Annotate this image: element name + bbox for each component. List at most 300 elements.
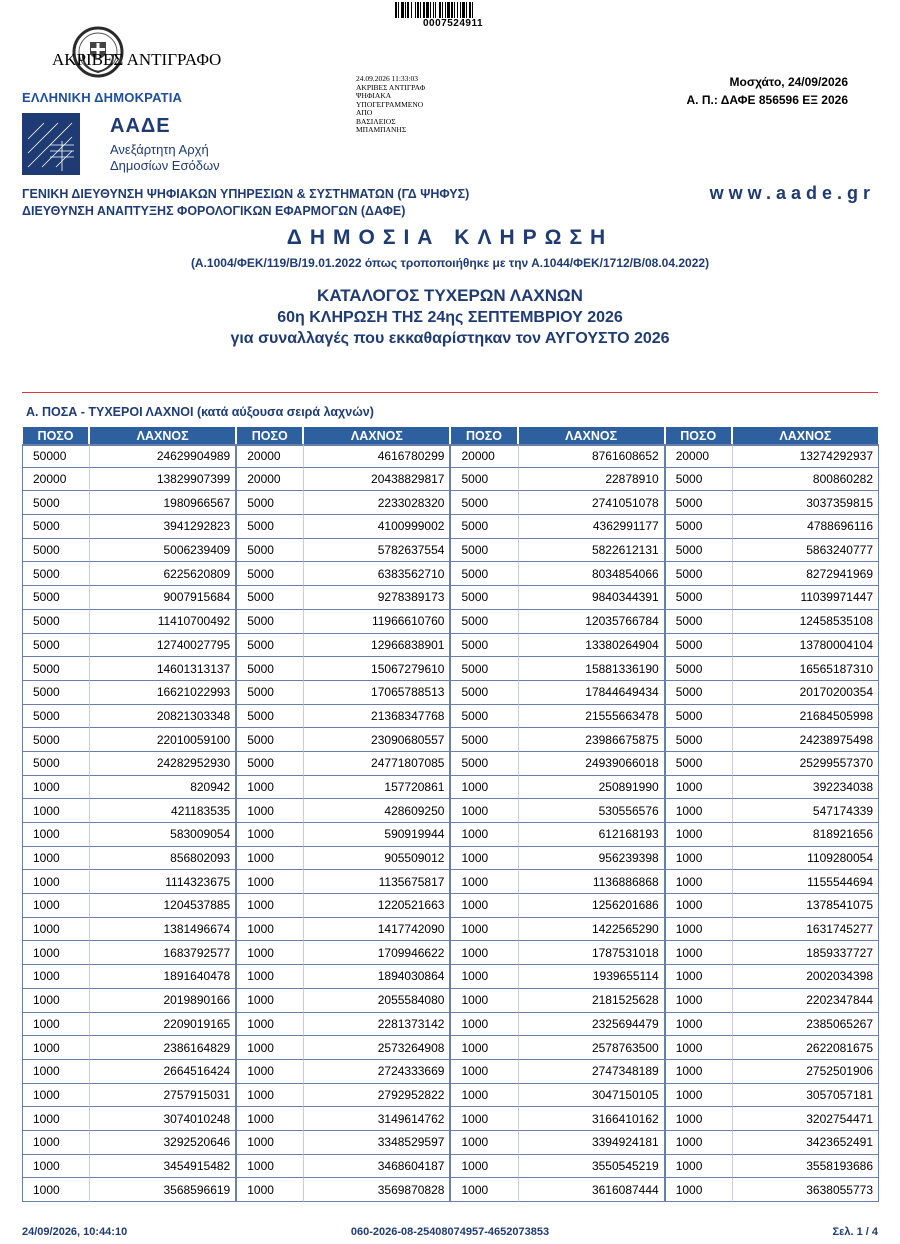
ticket-cell: 856802093 <box>89 847 236 871</box>
table-row <box>22 1107 879 1131</box>
draw-legal-reference: (Α.1004/ΦΕΚ/119/Β/19.01.2022 όπως τροποποιήθηκε με την Α.1044/ΦΕΚ/1712/Β/08.04.2022) <box>190 256 710 270</box>
amount-cell: 5000 <box>450 752 517 776</box>
table-row <box>22 468 879 492</box>
ticket-cell: 8034854066 <box>518 562 665 586</box>
amount-cell: 1000 <box>236 1084 303 1108</box>
ticket-cell: 24238975498 <box>732 728 879 752</box>
table-row <box>22 989 879 1013</box>
ticket-cell: 2747348189 <box>518 1060 665 1084</box>
column-header-amount: ΠΟΣΟ <box>22 427 89 444</box>
ticket-cell: 21555663478 <box>518 705 665 729</box>
ticket-cell: 21684505998 <box>732 705 879 729</box>
amount-cell: 5000 <box>22 610 89 634</box>
amount-cell: 1000 <box>450 941 517 965</box>
table-row <box>22 657 879 681</box>
ticket-cell: 9840344391 <box>518 586 665 610</box>
ticket-cell: 14601313137 <box>89 657 236 681</box>
ticket-cell: 8272941969 <box>732 562 879 586</box>
ticket-cell: 2325694479 <box>518 1013 665 1037</box>
amount-cell: 5000 <box>450 728 517 752</box>
ticket-cell: 1631745277 <box>732 918 879 942</box>
table-row <box>22 1131 879 1155</box>
amount-cell: 1000 <box>236 847 303 871</box>
amount-cell: 1000 <box>665 894 732 918</box>
amount-cell: 1000 <box>236 1155 303 1179</box>
amount-cell: 5000 <box>450 539 517 563</box>
amount-cell: 5000 <box>665 634 732 658</box>
ticket-cell: 12966838901 <box>303 634 450 658</box>
table-row <box>22 823 879 847</box>
amount-cell: 1000 <box>450 1036 517 1060</box>
amount-cell: 5000 <box>236 586 303 610</box>
barcode <box>395 2 511 18</box>
ticket-cell: 12740027795 <box>89 634 236 658</box>
signature-line: ΥΠΟΓΕΓΡΑΜΜΕΝΟ <box>356 99 424 109</box>
ticket-cell: 2209019165 <box>89 1013 236 1037</box>
amount-cell: 1000 <box>236 823 303 847</box>
certified-copy-stamp: ΑΚΡΙΒΕΣ ΑΝΤΙΓΡΑΦΟ <box>52 50 222 69</box>
amount-cell: 1000 <box>236 1036 303 1060</box>
ticket-cell: 421183535 <box>89 799 236 823</box>
ticket-cell: 2664516424 <box>89 1060 236 1084</box>
ticket-cell: 3454915482 <box>89 1155 236 1179</box>
ticket-cell: 3037359815 <box>732 491 879 515</box>
ticket-cell: 3558193686 <box>732 1155 879 1179</box>
column-header-ticket: ΛΑΧΝΟΣ <box>303 427 450 444</box>
amount-cell: 5000 <box>236 491 303 515</box>
amount-cell: 1000 <box>450 1107 517 1131</box>
amount-cell: 1000 <box>236 1013 303 1037</box>
ticket-cell: 2233028320 <box>303 491 450 515</box>
ticket-cell: 3394924181 <box>518 1131 665 1155</box>
amount-cell: 1000 <box>665 870 732 894</box>
table-row <box>22 705 879 729</box>
ticket-cell: 1709946622 <box>303 941 450 965</box>
transaction-period: για συναλλαγές που εκκαθαρίστηκαν τον ΑΥΓΟΥΣΤΟ 2026 <box>230 330 670 347</box>
amount-cell: 5000 <box>22 728 89 752</box>
footer-page-number: Σελ. 1 / 4 <box>832 1226 878 1238</box>
ticket-cell: 6225620809 <box>89 562 236 586</box>
amount-cell: 1000 <box>665 847 732 871</box>
amount-cell: 5000 <box>236 610 303 634</box>
ticket-cell: 1422565290 <box>518 918 665 942</box>
ticket-cell: 3202754471 <box>732 1107 879 1131</box>
ticket-cell: 12035766784 <box>518 610 665 634</box>
table-row <box>22 1178 879 1202</box>
ticket-cell: 24939066018 <box>518 752 665 776</box>
amount-cell: 1000 <box>450 823 517 847</box>
amount-cell: 5000 <box>22 539 89 563</box>
ticket-cell: 23986675875 <box>518 728 665 752</box>
ticket-cell: 11039971447 <box>732 586 879 610</box>
amount-cell: 1000 <box>450 894 517 918</box>
ticket-cell: 2385065267 <box>732 1013 879 1037</box>
amount-cell: 5000 <box>665 586 732 610</box>
ticket-cell: 956239398 <box>518 847 665 871</box>
amount-cell: 1000 <box>450 1060 517 1084</box>
ticket-cell: 1787531018 <box>518 941 665 965</box>
amount-cell: 1000 <box>236 989 303 1013</box>
ticket-cell: 22878910 <box>518 468 665 492</box>
amount-cell: 1000 <box>665 1178 732 1202</box>
amount-cell: 1000 <box>450 1178 517 1202</box>
amount-cell: 5000 <box>22 586 89 610</box>
amount-cell: 1000 <box>450 965 517 989</box>
ticket-cell: 2573264908 <box>303 1036 450 1060</box>
ticket-cell: 1417742090 <box>303 918 450 942</box>
amount-cell: 5000 <box>665 562 732 586</box>
ticket-cell: 13380264904 <box>518 634 665 658</box>
amount-cell: 1000 <box>450 1084 517 1108</box>
ticket-cell: 22010059100 <box>89 728 236 752</box>
ticket-cell: 3074010248 <box>89 1107 236 1131</box>
ticket-cell: 1256201686 <box>518 894 665 918</box>
amount-cell: 1000 <box>22 1060 89 1084</box>
amount-cell: 1000 <box>665 1155 732 1179</box>
ticket-cell: 590919944 <box>303 823 450 847</box>
amount-cell: 1000 <box>236 1131 303 1155</box>
directorate: ΔΙΕΥΘΥΝΣΗ ΑΝΑΠΤΥΞΗΣ ΦΟΡΟΛΟΓΙΚΩΝ ΕΦΑΡΜΟΓΩΝ (ΔΑΦΕ) <box>22 204 406 218</box>
amount-cell: 1000 <box>665 776 732 800</box>
ticket-cell: 3166410162 <box>518 1107 665 1131</box>
table-row <box>22 776 879 800</box>
ticket-cell: 818921656 <box>732 823 879 847</box>
table-row <box>22 610 879 634</box>
table-row <box>22 941 879 965</box>
ticket-cell: 250891990 <box>518 776 665 800</box>
signature-line: ΑΚΡΙΒΕΣ ΑΝΤΙΓΡΑΦ <box>356 82 426 92</box>
table-row <box>22 444 879 468</box>
ticket-cell: 17065788513 <box>303 681 450 705</box>
ticket-cell: 1683792577 <box>89 941 236 965</box>
table-row <box>22 918 879 942</box>
amount-cell: 1000 <box>665 1036 732 1060</box>
digital-signature-block <box>356 75 425 135</box>
ticket-cell: 20821303348 <box>89 705 236 729</box>
ticket-cell: 392234038 <box>732 776 879 800</box>
ticket-cell: 1980966567 <box>89 491 236 515</box>
draw-title: ΔΗΜΟΣΙΑ ΚΛΗΡΩΣΗ <box>286 226 614 249</box>
ticket-cell: 24771807085 <box>303 752 450 776</box>
amount-cell: 1000 <box>450 1013 517 1037</box>
ticket-cell: 1135675817 <box>303 870 450 894</box>
ticket-cell: 2752501906 <box>732 1060 879 1084</box>
ticket-cell: 3348529597 <box>303 1131 450 1155</box>
ticket-cell: 20438829817 <box>303 468 450 492</box>
protocol-number: Α. Π.: ΔΑΦΕ 856596 ΕΞ 2026 <box>686 93 848 107</box>
ticket-cell: 24629904989 <box>89 444 236 468</box>
ticket-cell: 6383562710 <box>303 562 450 586</box>
ticket-cell: 3638055773 <box>732 1178 879 1202</box>
directorate-general: ΓΕΝΙΚΗ ΔΙΕΥΘΥΝΣΗ ΨΗΦΙΑΚΩΝ ΥΠΗΡΕΣΙΩΝ & ΣΥΣΤΗΜΑΤΩΝ (ΓΔ ΨΗΦΥΣ) <box>22 187 470 201</box>
table-row <box>22 681 879 705</box>
amount-cell: 5000 <box>665 491 732 515</box>
amount-cell: 1000 <box>22 847 89 871</box>
amount-cell: 1000 <box>236 1060 303 1084</box>
amount-cell: 20000 <box>22 468 89 492</box>
amount-cell: 5000 <box>450 562 517 586</box>
amount-cell: 5000 <box>450 515 517 539</box>
draw-number-date: 60η ΚΛΗΡΩΣΗ ΤΗΣ 24ης ΣΕΠΤΕΜΒΡΙΟΥ 2026 <box>277 309 623 326</box>
amount-cell: 1000 <box>22 1178 89 1202</box>
table-row <box>22 491 879 515</box>
ticket-cell: 547174339 <box>732 799 879 823</box>
ticket-cell: 2002034398 <box>732 965 879 989</box>
ticket-cell: 17844649434 <box>518 681 665 705</box>
ticket-cell: 157720861 <box>303 776 450 800</box>
aade-abbreviation: ΑΑΔΕ <box>110 115 171 137</box>
amount-cell: 5000 <box>665 728 732 752</box>
amount-cell: 1000 <box>22 1084 89 1108</box>
table-row <box>22 728 879 752</box>
amount-cell: 1000 <box>22 799 89 823</box>
ticket-cell: 1204537885 <box>89 894 236 918</box>
amount-cell: 5000 <box>665 681 732 705</box>
amount-cell: 1000 <box>236 870 303 894</box>
amount-cell: 5000 <box>236 752 303 776</box>
barcode-number: 0007524911 <box>422 18 484 29</box>
amount-cell: 5000 <box>236 728 303 752</box>
amount-cell: 5000 <box>450 634 517 658</box>
ticket-cell: 3057057181 <box>732 1084 879 1108</box>
amount-cell: 5000 <box>450 705 517 729</box>
ticket-cell: 905509012 <box>303 847 450 871</box>
amount-cell: 50000 <box>22 444 89 468</box>
amount-cell: 1000 <box>665 989 732 1013</box>
amount-cell: 5000 <box>236 562 303 586</box>
column-header-amount: ΠΟΣΟ <box>665 427 732 444</box>
amount-cell: 1000 <box>450 989 517 1013</box>
amount-cell: 1000 <box>22 1155 89 1179</box>
ticket-cell: 1891640478 <box>89 965 236 989</box>
amount-cell: 5000 <box>450 468 517 492</box>
ticket-cell: 8761608652 <box>518 444 665 468</box>
amount-cell: 1000 <box>450 847 517 871</box>
amount-cell: 20000 <box>236 468 303 492</box>
amount-cell: 5000 <box>665 515 732 539</box>
amount-cell: 1000 <box>665 823 732 847</box>
ticket-cell: 3292520646 <box>89 1131 236 1155</box>
ticket-cell: 1136886868 <box>518 870 665 894</box>
ticket-cell: 9007915684 <box>89 586 236 610</box>
ticket-cell: 1381496674 <box>89 918 236 942</box>
amount-cell: 1000 <box>22 1013 89 1037</box>
ticket-cell: 9278389173 <box>303 586 450 610</box>
amount-cell: 1000 <box>450 870 517 894</box>
ticket-cell: 13829907399 <box>89 468 236 492</box>
ticket-cell: 13780004104 <box>732 634 879 658</box>
ticket-cell: 11966610760 <box>303 610 450 634</box>
ticket-cell: 5782637554 <box>303 539 450 563</box>
amount-cell: 1000 <box>22 870 89 894</box>
amount-cell: 5000 <box>236 705 303 729</box>
ticket-cell: 2181525628 <box>518 989 665 1013</box>
ticket-cell: 15067279610 <box>303 657 450 681</box>
ticket-cell: 530556576 <box>518 799 665 823</box>
section-title: Α. ΠΟΣΑ - ΤΥΧΕΡΟΙ ΛΑΧΝΟΙ (κατά αύξουσα σειρά λαχνών) <box>26 405 374 419</box>
table-row <box>22 965 879 989</box>
ticket-cell: 3423652491 <box>732 1131 879 1155</box>
ticket-cell: 2792952822 <box>303 1084 450 1108</box>
ticket-cell: 16565187310 <box>732 657 879 681</box>
website-link[interactable]: www.aade.gr <box>709 183 875 203</box>
amount-cell: 1000 <box>450 918 517 942</box>
amount-cell: 1000 <box>22 823 89 847</box>
table-row <box>22 562 879 586</box>
ticket-cell: 5006239409 <box>89 539 236 563</box>
ticket-cell: 3941292823 <box>89 515 236 539</box>
signature-line: 24.09.2026 11:33:03 <box>356 74 419 83</box>
column-header-ticket: ΛΑΧΝΟΣ <box>89 427 236 444</box>
aade-logo <box>22 113 232 175</box>
amount-cell: 20000 <box>665 444 732 468</box>
ticket-cell: 11410700492 <box>89 610 236 634</box>
signature-line: ΨΗΦΙΑΚΑ <box>356 91 392 100</box>
amount-cell: 5000 <box>22 752 89 776</box>
amount-cell: 1000 <box>22 918 89 942</box>
table-row <box>22 1155 879 1179</box>
place-and-date: Μοσχάτο, 24/09/2026 <box>729 75 848 89</box>
ticket-cell: 1109280054 <box>732 847 879 871</box>
amount-cell: 5000 <box>665 468 732 492</box>
amount-cell: 1000 <box>665 965 732 989</box>
footer-datetime: 24/09/2026, 10:44:10 <box>22 1226 128 1238</box>
aade-name-line-2: Δημοσίων Εσόδων <box>110 158 220 173</box>
table-row <box>22 847 879 871</box>
ticket-cell: 1220521663 <box>303 894 450 918</box>
ticket-cell: 3149614762 <box>303 1107 450 1131</box>
ticket-cell: 2724333669 <box>303 1060 450 1084</box>
amount-cell: 1000 <box>665 941 732 965</box>
amount-cell: 5000 <box>450 657 517 681</box>
amount-cell: 5000 <box>22 562 89 586</box>
amount-cell: 5000 <box>665 657 732 681</box>
republic-label: ΕΛΛΗΝΙΚΗ ΔΗΜΟΚΡΑΤΙΑ <box>22 90 183 105</box>
table-row <box>22 1084 879 1108</box>
amount-cell: 1000 <box>665 1013 732 1037</box>
amount-cell: 1000 <box>22 965 89 989</box>
ticket-cell: 16621022993 <box>89 681 236 705</box>
column-header-amount: ΠΟΣΟ <box>236 427 303 444</box>
ticket-cell: 23090680557 <box>303 728 450 752</box>
list-title: ΚΑΤΑΛΟΓΟΣ ΤΥΧΕΡΩΝ ΛΑΧΝΩΝ <box>317 286 583 305</box>
ticket-cell: 20170200354 <box>732 681 879 705</box>
ticket-cell: 820942 <box>89 776 236 800</box>
ticket-cell: 1155544694 <box>732 870 879 894</box>
ticket-cell: 1894030864 <box>303 965 450 989</box>
amount-cell: 1000 <box>665 918 732 942</box>
winning-tickets-table <box>22 427 879 1202</box>
ticket-cell: 2757915031 <box>89 1084 236 1108</box>
amount-cell: 1000 <box>665 1131 732 1155</box>
amount-cell: 5000 <box>236 634 303 658</box>
amount-cell: 5000 <box>22 515 89 539</box>
ticket-cell: 2202347844 <box>732 989 879 1013</box>
amount-cell: 1000 <box>22 1036 89 1060</box>
amount-cell: 5000 <box>22 705 89 729</box>
amount-cell: 1000 <box>236 965 303 989</box>
ticket-cell: 1378541075 <box>732 894 879 918</box>
ticket-cell: 2741051078 <box>518 491 665 515</box>
amount-cell: 5000 <box>450 610 517 634</box>
ticket-cell: 4100999002 <box>303 515 450 539</box>
table-body <box>22 444 879 1202</box>
ticket-cell: 3616087444 <box>518 1178 665 1202</box>
amount-cell: 1000 <box>450 1131 517 1155</box>
ticket-cell: 3568596619 <box>89 1178 236 1202</box>
ticket-cell: 800860282 <box>732 468 879 492</box>
ticket-cell: 5863240777 <box>732 539 879 563</box>
amount-cell: 5000 <box>236 539 303 563</box>
ticket-cell: 2055584080 <box>303 989 450 1013</box>
ticket-cell: 4788696116 <box>732 515 879 539</box>
amount-cell: 1000 <box>22 894 89 918</box>
ticket-cell: 21368347768 <box>303 705 450 729</box>
ticket-cell: 612168193 <box>518 823 665 847</box>
ticket-cell: 24282952930 <box>89 752 236 776</box>
ticket-cell: 3569870828 <box>303 1178 450 1202</box>
ticket-cell: 1859337727 <box>732 941 879 965</box>
table-row <box>22 515 879 539</box>
amount-cell: 1000 <box>665 1060 732 1084</box>
ticket-cell: 3047150105 <box>518 1084 665 1108</box>
ticket-cell: 1114323675 <box>89 870 236 894</box>
ticket-cell: 2622081675 <box>732 1036 879 1060</box>
amount-cell: 1000 <box>22 1131 89 1155</box>
ticket-cell: 13274292937 <box>732 444 879 468</box>
amount-cell: 5000 <box>665 705 732 729</box>
ticket-cell: 428609250 <box>303 799 450 823</box>
table-row <box>22 894 879 918</box>
ticket-cell: 583009054 <box>89 823 236 847</box>
amount-cell: 1000 <box>665 1107 732 1131</box>
amount-cell: 1000 <box>450 776 517 800</box>
table-row <box>22 799 879 823</box>
amount-cell: 1000 <box>22 941 89 965</box>
amount-cell: 5000 <box>236 515 303 539</box>
table-row <box>22 870 879 894</box>
column-header-ticket: ΛΑΧΝΟΣ <box>732 427 879 444</box>
ticket-cell: 3550545219 <box>518 1155 665 1179</box>
amount-cell: 5000 <box>236 657 303 681</box>
ticket-cell: 4362991177 <box>518 515 665 539</box>
ticket-cell: 12458535108 <box>732 610 879 634</box>
column-header-ticket: ΛΑΧΝΟΣ <box>518 427 665 444</box>
amount-cell: 5000 <box>450 586 517 610</box>
aade-logo-graphic-icon <box>22 113 80 175</box>
amount-cell: 1000 <box>236 1178 303 1202</box>
amount-cell: 1000 <box>236 1107 303 1131</box>
amount-cell: 20000 <box>236 444 303 468</box>
amount-cell: 1000 <box>450 1155 517 1179</box>
ticket-cell: 2281373142 <box>303 1013 450 1037</box>
amount-cell: 5000 <box>22 491 89 515</box>
amount-cell: 1000 <box>665 1084 732 1108</box>
signature-line: ΑΠΟ <box>356 108 373 117</box>
ticket-cell: 15881336190 <box>518 657 665 681</box>
signature-line: ΒΑΣΙΛΕΙΟΣ <box>356 116 396 126</box>
amount-cell: 5000 <box>665 752 732 776</box>
ticket-cell: 2019890166 <box>89 989 236 1013</box>
table-row <box>22 539 879 563</box>
table-row <box>22 1013 879 1037</box>
amount-cell: 5000 <box>450 681 517 705</box>
amount-cell: 1000 <box>236 799 303 823</box>
table-row <box>22 1060 879 1084</box>
table-row <box>22 586 879 610</box>
table-row <box>22 1036 879 1060</box>
ticket-cell: 25299557370 <box>732 752 879 776</box>
